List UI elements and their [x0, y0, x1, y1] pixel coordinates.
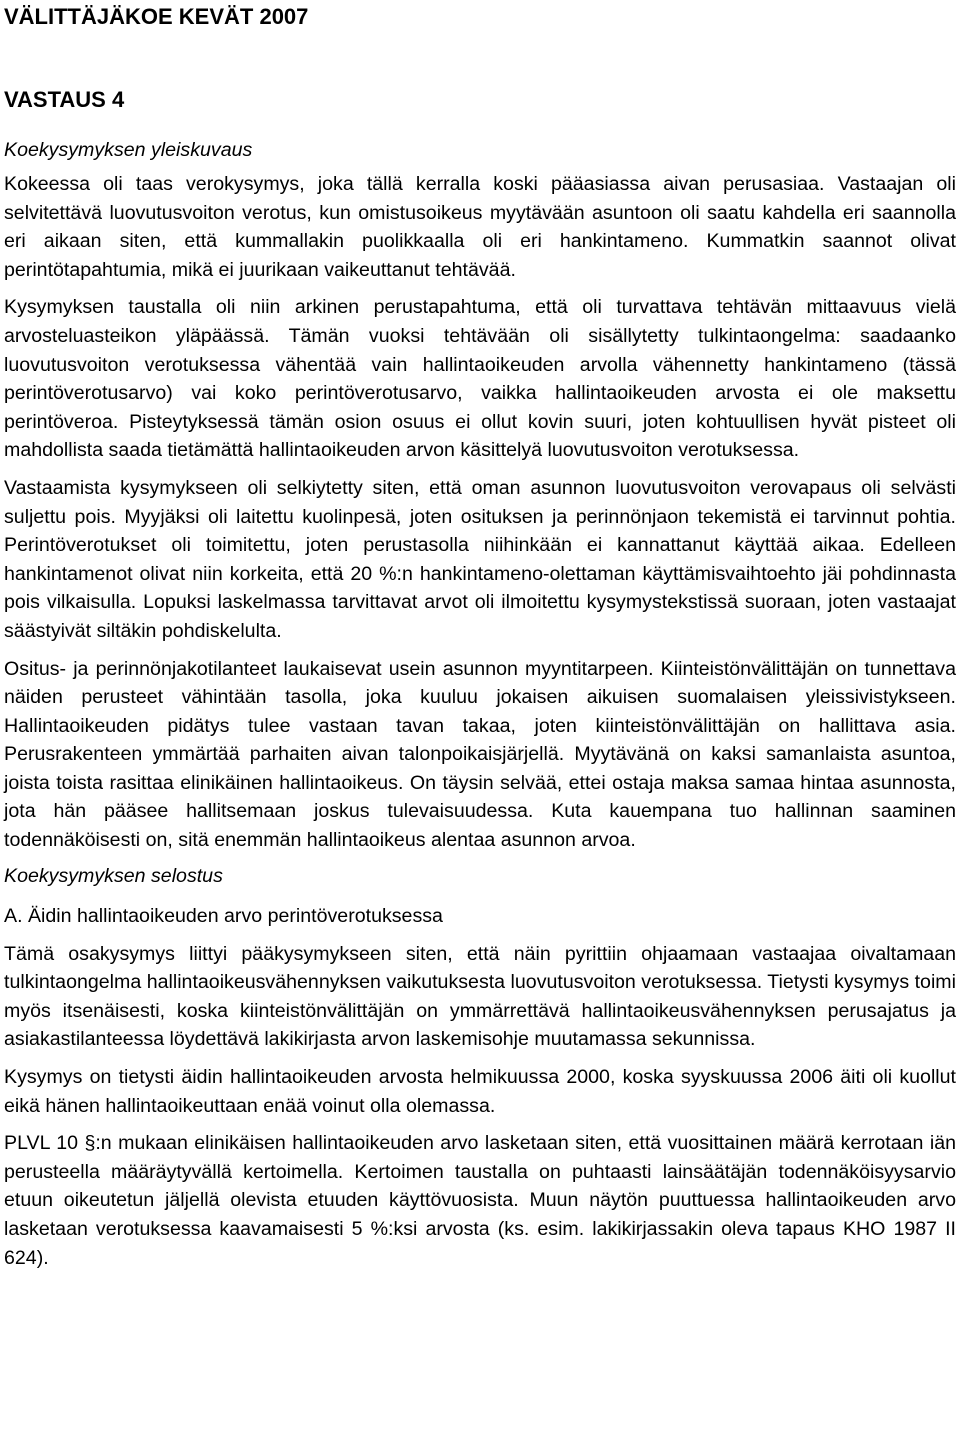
paragraph-overview-2: Kysymyksen taustalla oli niin arkinen perustapahtuma, että oli turvattava tehtävän mittaavuus vielä arvosteluasteikon yläpäässä. Tämän vuoksi tehtävään oli sisällytetty tulkintaongelma: saadaanko luovutusvoiton verotuksessa vähentää vain hallintaoikeuden arvolla vähennetty hankintameno (tässä perintöverotusarvo) vai koko perintöverotusarvo, vaikka hallintaoikeuden arvosta ei ole maksettu perintöveroa. Pisteytyksessä tämän osion osuus ei ollut kovin suuri, joten kohtuullisen hyvät pisteet oli mahdollista saada tietämättä hallintaoikeuden arvon käsittelyä luovutusvoiton verotuksessa.: [4, 296, 956, 462]
answer-heading: VASTAUS 4: [4, 87, 125, 112]
paragraph-overview-3: Vastaamista kysymykseen oli selkiytetty siten, että oman asunnon luovutusvoiton verovapaus oli selvästi suljettu pois. Myyjäksi oli laitettu kuolinpesä, joten osituksen ja perinnönjaon tekemistä ei tarvinnut pohtia. Perintöverotukset oli toimitettu, joten perustasolla niihinkään ei kannattanut käyttää aikaa. Edelleen hankintamenot olivat niin korkeita, että 20 %:n hankintameno-olettaman käyttämisvaihtoehto jäi pohdinnasta pois vilkaisulla. Lopuksi laskelmassa tarvittavat arvot oli ilmoitettu kysymystekstissä suoraan, joten vastaajat säästyivät siltäkin pohdiskelulta.: [4, 476, 956, 642]
paragraph-section-a-1: Tämä osakysymys liittyi pääkysymykseen siten, että näin pyrittiin ohjaamaan vastaajaa oivaltamaan tulkintaongelma hallintaoikeusvähennyksen vaikutuksesta luovutusvoiton verotuksessa. Tietysti kysymys toimi myös itsenäisesti, koska kiinteistönvälittäjän on ymmärrettävä hallintaoikeusvähennyksen perusajatus ja asiakastilanteessa löydettävä lakikirjasta arvon laskemisohje muutamassa sekunnissa.: [4, 942, 956, 1051]
document-page: [4, 0, 956, 1272]
report-heading: Koekysymyksen selostus: [4, 864, 223, 887]
overview-heading: Koekysymyksen yleiskuvaus: [4, 139, 253, 161]
section-a-heading: A. Äidin hallintaoikeuden arvo perintöverotuksessa: [4, 904, 443, 927]
document-title: VÄLITTÄJÄKOE KEVÄT 2007: [4, 4, 309, 29]
paragraph-overview-4: Ositus- ja perinnönjakotilanteet laukaisevat usein asunnon myyntitarpeen. Kiinteistönvälittäjän on tunnettava näiden perusteet vähintään tasolla, joka kuuluu jokaisen aikuisen suomalaisen yleissivistykseen. Hallintaoikeuden pidätys tulee vastaan tavan takaa, joten kiinteistönvälittäjän on hallittava asia. Perusrakenteen ymmärtää parhaiten aivan talonpoikaisjärjellä. Myytävänä on kaksi samanlaista asuntoa, joista toista rasittaa elinikäinen hallintaoikeus. On täysin selvää, ettei ostaja maksa samaa hintaa asunnosta, jota hän pääsee hallitsemaan joskus tulevaisuudessa. Kuta kauempana tuo hallinnan saaminen todennäköisesti on, sitä enemmän hallintaoikeus alentaa asunnon arvoa.: [4, 657, 956, 852]
paragraph-section-a-3: PLVL 10 §:n mukaan elinikäisen hallintaoikeuden arvo lasketaan siten, että vuosittainen määrä kerrotaan iän perusteella määräytyvällä kertoimella. Kertoimen taustalla on puhtaasti lainsäätäjän todennäköisyysarvio etuun oikeutetun jäljellä olevista etuuden käyttövuosista. Muun näytön puuttuessa hallintaoikeuden arvo lasketaan verotuksessa kaavamaisesti 5 %:ksi arvosta (ks. esim. lakikirjassakin oleva tapaus KHO 1987 II 624).: [4, 1132, 956, 1269]
paragraph-section-a-2: Kysymys on tietysti äidin hallintaoikeuden arvosta helmikuussa 2000, koska syyskuussa 2006 äiti oli kuollut eikä hänen hallintaoikeuttaan enää voinut olla olemassa.: [4, 1066, 956, 1117]
paragraph-overview-1: Kokeessa oli taas verokysymys, joka tällä kerralla koski pääasiassa aivan perusasiaa. Vastaajan oli selvitettävä luovutusvoiton verotus, kun omistusoikeus myytävään asuntoon oli saatu kahdella eri saannolla eri aikaan siten, että kummallakin puolikkaalla oli eri hankintameno. Kummatkin saannot olivat perintötapahtumia, mikä ei juurikaan vaikeuttanut tehtävää.: [4, 173, 956, 281]
